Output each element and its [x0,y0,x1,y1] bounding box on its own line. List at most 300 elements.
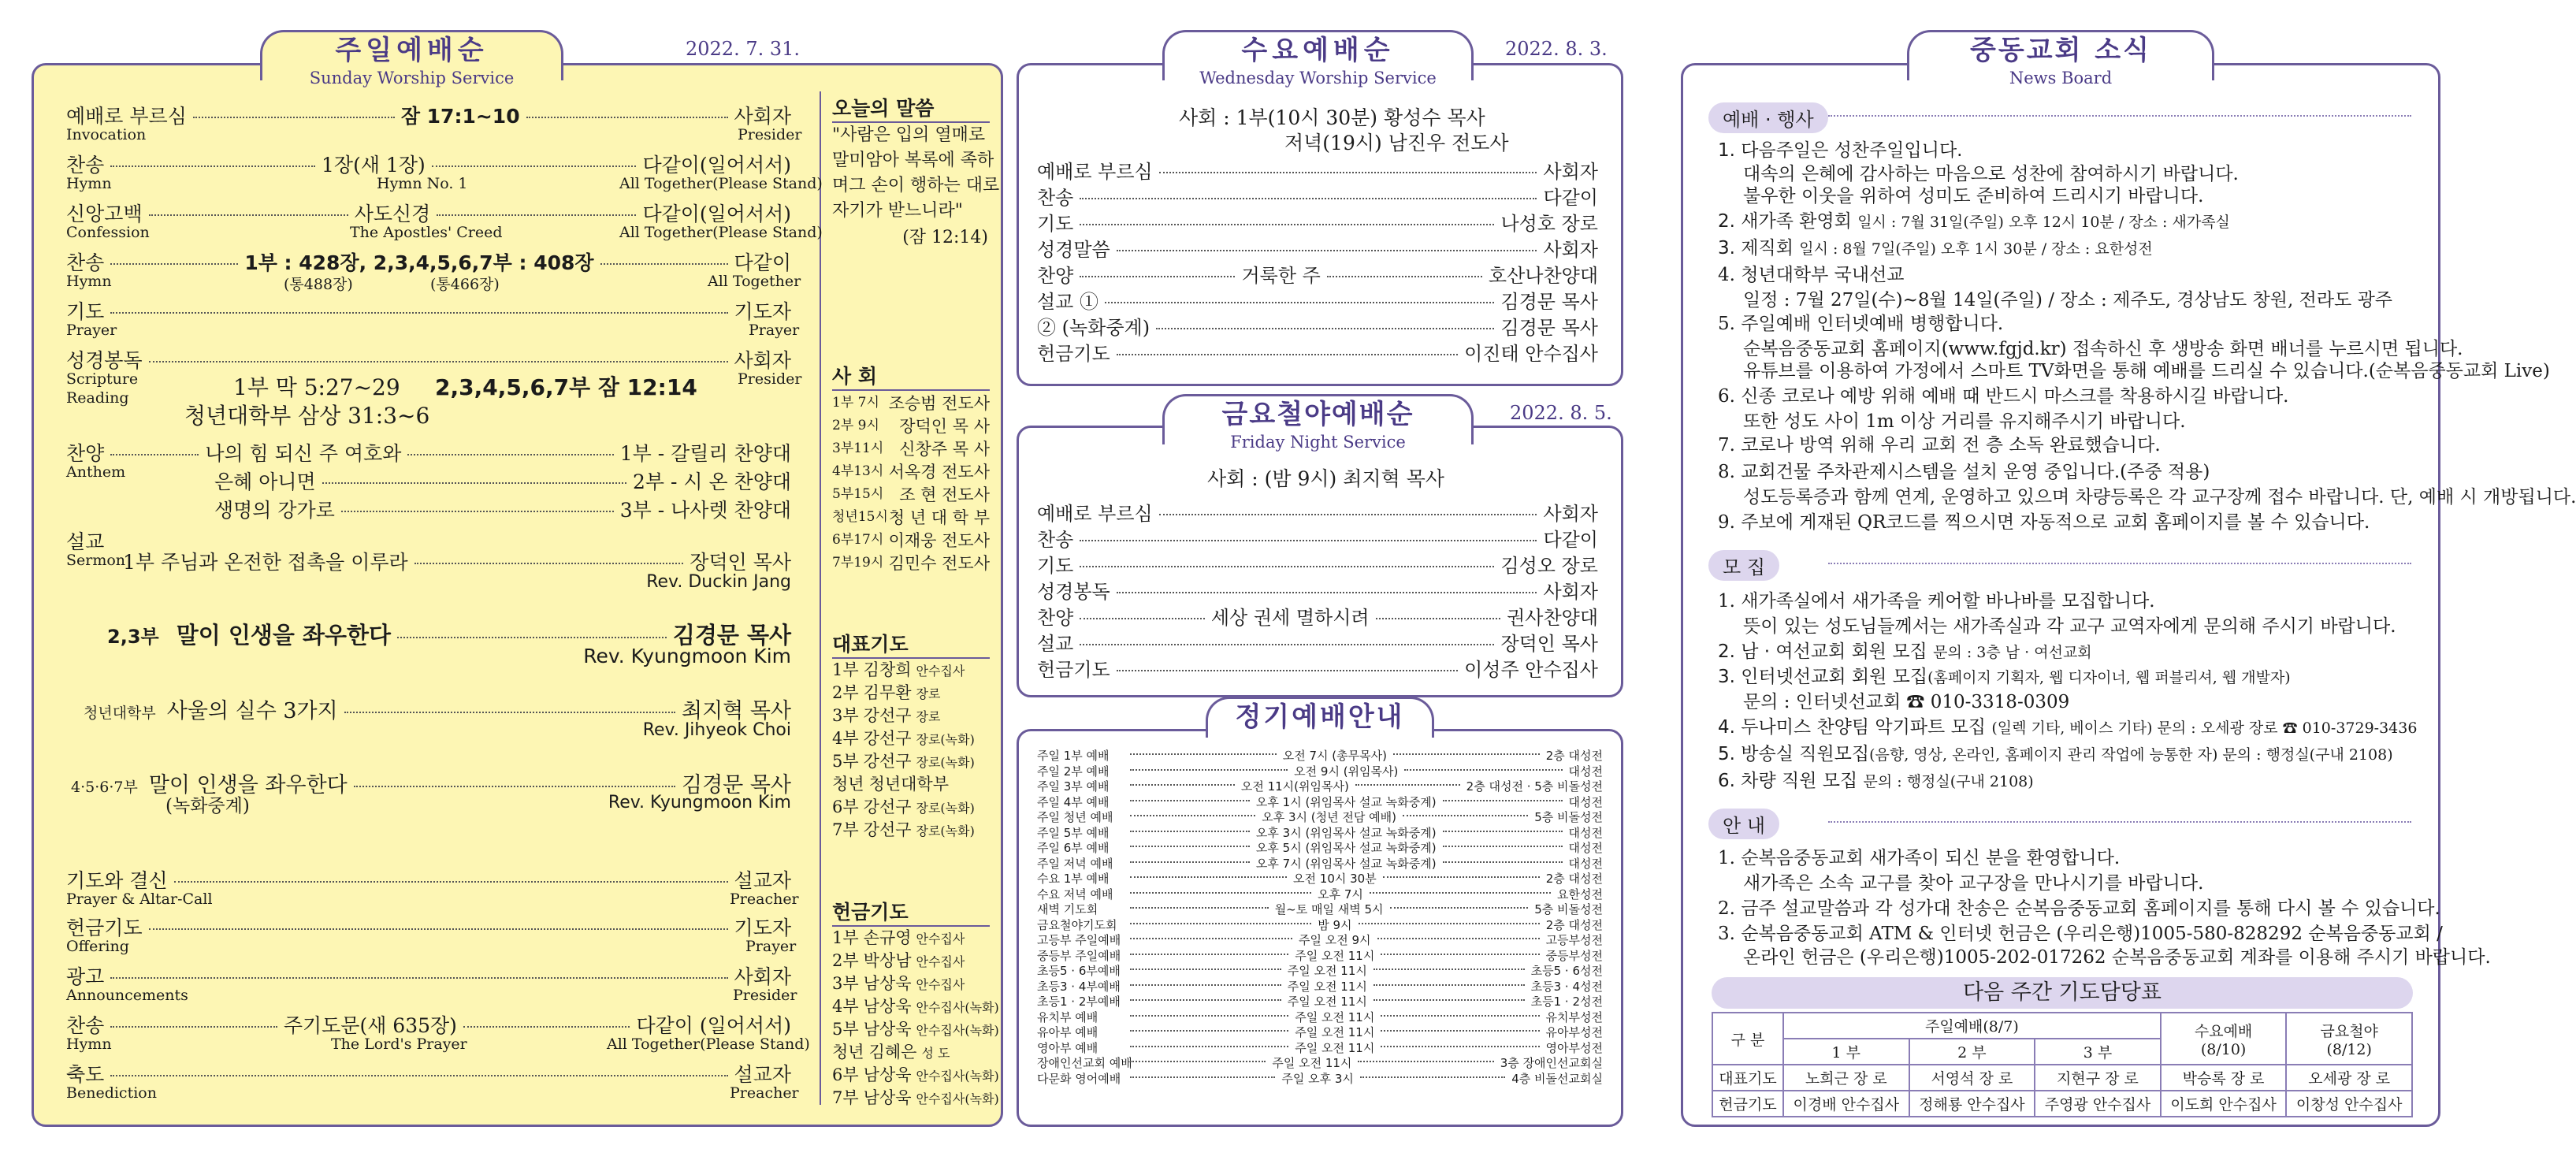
rep-row [832,703,940,727]
guide-name: 중등부 주일예배 [1037,948,1121,963]
off-name: 손규영 [863,928,912,947]
guide-place: 5층 비돌성전 [1534,902,1603,916]
order-offering [66,913,791,941]
host-name: 장덕인 목 사 [899,417,990,436]
sunday-title: 주일예배순 [335,35,489,66]
off-role: 안수집사(녹화) [916,1069,999,1084]
sub: Offering [66,938,129,955]
dots [149,361,728,362]
dots [1130,1030,1288,1032]
rep-name: 강선구 [863,752,912,771]
dots [397,637,667,638]
dots [1130,938,1292,939]
guide-row [1037,809,1603,825]
label: 기도 [1037,213,1074,235]
host-row [832,551,990,574]
cell: 노희근 장 로 [1783,1065,1909,1091]
dots [149,214,348,216]
label: 축도 [66,1063,105,1086]
detail: 일시 : 8월 7일(주일) 오후 1시 30분 / 장소 : 요한성전 [1799,240,2153,258]
friday-tab [1162,394,1474,452]
label: 찬양 [66,442,105,465]
label: 예배로 부르심 [1037,503,1153,525]
guide-row [1037,855,1603,872]
guide-place: 대성전 [1568,856,1603,871]
sub: The Lord's Prayer [331,1035,467,1053]
label: 신앙고백 [66,203,143,225]
label: 설교 [1037,633,1074,655]
dots [1381,1015,1539,1017]
guide-time: 오후 1시 (위임목사 설교 녹화중계) [1255,794,1437,809]
host-part: 4부13시 [832,463,884,479]
sub: Invocation [66,126,147,143]
guide-name: 장애인선교회 예배 [1037,1056,1132,1070]
guide-time: 오전 10시 30분 [1293,872,1377,886]
right: 기도자 [734,916,791,939]
value: 거룩한 주 [1241,265,1321,287]
label: 찬양 [1037,607,1074,629]
host-part: 6부17시 [832,532,884,548]
host-name: 이재웅 전도사 [888,531,990,550]
prayer-table [1712,1012,2413,1117]
guide-place: 대성전 [1568,794,1603,809]
right: 사회자 [1543,161,1598,183]
rep-part: 청년 [832,775,864,794]
news-7: 7. 코로나 방역 위해 우리 교회 전 층 소독 완료했습니다. [1718,435,2161,455]
order-row [1037,654,1598,682]
host-row [832,414,990,437]
rep-role: 장로(녹화) [916,755,975,770]
friday-title: 금요철야예배순 [1221,399,1414,430]
rep-role: 장로(녹화) [916,801,975,816]
sub: Prayer [745,938,797,955]
guide-place: 초등3 · 4성전 [1530,979,1603,994]
right: 사회자 [734,105,791,128]
sub: Reading [66,389,129,407]
sermon-3-en: Rev. Jihyeok Choi [642,720,791,740]
dots [174,881,728,883]
rep-row [832,817,975,841]
right: 김경문 목사 [682,773,791,798]
right: 설교자 [734,869,791,892]
friday-presider: 사회 : (밤 9시) 최지혁 목사 [1207,467,1444,490]
main: 2. 남 · 여선교회 회원 모집 [1718,641,1927,662]
dots [1080,540,1537,541]
guide-row [1037,1009,1603,1025]
main: 6. 차량 직원 모집 [1718,771,1858,791]
guide-place: 2층 대성전 [1545,917,1604,932]
right: 김성오 장로 [1500,555,1598,577]
dots [1327,276,1482,277]
rep-row [832,749,975,772]
right: 사회자 [734,349,791,372]
main: 5. 방송실 직원모집 [1718,744,1870,764]
dots [110,1075,727,1076]
dots [1105,302,1494,303]
wednesday-title: 수요예배순 [1241,35,1395,66]
host-row [832,391,990,415]
guide-name: 주일 3부 예배 [1037,779,1110,794]
word-title: 오늘의 말씀 [832,93,990,123]
guide-place: 초등1 · 2성전 [1530,995,1603,1009]
dots [1404,769,1562,771]
news-1b: 불우한 이웃을 위하여 성미도 준비하여 드리시기 바랍니다. [1743,186,2204,206]
guide-place: 유아부성전 [1545,1025,1603,1039]
host-row [832,437,990,460]
order-hymn3 [66,1010,791,1039]
recruit-5 [1718,739,2393,765]
sermon-1-en: Rev. Duckin Jang [646,572,791,592]
scripture-2: 2,3,4,5,6,7부 잠 12:14 [435,374,697,400]
dots [110,977,727,979]
off-name: 남상욱 [863,997,912,1016]
detail: 문의 : 행정실(구내 2108) [1863,773,2034,790]
guide-name: 초등5 · 6부예배 [1037,964,1121,978]
recruit-6 [1718,766,2034,792]
label: 기도와 결신 [66,869,168,892]
dots [1383,876,1540,878]
part: 청년대학부 [84,705,156,722]
guide-place: 5층 비돌성전 [1534,810,1603,824]
main: 4. 두나미스 찬양팀 악기파트 모집 [1718,717,1987,738]
recruit-1a: 뜻이 있는 성도님들께서는 새가족실과 각 교구 교역자에게 문의해 주시기 바랍니다. [1743,616,2396,637]
host-row [832,482,990,506]
sub: All Together(Please Stand) [619,224,823,241]
guide-time: 오후 3시 (위임목사 설교 녹화중계) [1255,825,1437,840]
dots [1373,969,1525,970]
sub: Sermon [66,552,126,569]
dots [193,117,395,118]
cell: 이도희 안수집사 [2161,1091,2287,1117]
divider [1828,115,2411,117]
anthem-2 [214,467,791,495]
host-name: 조승범 전도사 [888,394,990,413]
sub: Announcements [66,987,188,1004]
rep-part: 5부 [832,752,859,771]
news-6a: 또한 성도 사이 1m 이상 거리를 유지해주시기 바랍니다. [1743,411,2186,432]
off-role: 안수집사 [916,954,965,969]
detail: 문의 : 3층 남 · 여선교회 [1933,644,2092,661]
order-hymn2 [66,247,791,276]
news-6: 6. 신종 코로나 예방 위해 예배 때 반드시 마스크를 착용하시길 바랍니다. [1718,386,2289,407]
order-row [1037,576,1598,604]
off-part: 7부 [832,1088,859,1107]
right: 권사찬양대 [1507,607,1598,629]
guide-name: 새벽 기도회 [1037,902,1098,916]
word-line: "사람은 입의 열매로 [832,125,986,145]
recruit-4 [1718,712,2417,738]
dots [1377,938,1540,939]
dots [1130,846,1250,847]
dots [1381,1046,1539,1047]
host-part: 청년15시 [832,509,888,525]
order-row [1037,628,1598,656]
wed-date: (8/10) [2200,1040,2247,1058]
sunday-tab [260,30,563,87]
label: 헌금기도 [66,916,143,939]
off-part: 1부 [832,928,859,947]
rep-role: 장로 [916,686,941,701]
dots [1355,784,1460,786]
rep-role: 안수집사 [916,664,965,679]
value: 잠 17:1~10 [400,105,520,128]
sub: Benediction [66,1084,157,1102]
dots [1390,907,1529,909]
divider [1828,821,2411,823]
right: 다같이 [1543,187,1598,209]
cell: 오세광 장 로 [2286,1065,2412,1091]
sermon-2-en: Rev. Kyungmoon Kim [583,645,791,667]
cell: 정해룡 안수집사 [1909,1091,2035,1117]
guide-row [1037,1039,1603,1056]
right: 최지혁 목사 [682,699,791,723]
offering-title: 헌금기도 [832,897,990,927]
guide-time: 주일 오전 11시 [1295,948,1375,963]
host-name: 김민수 전도사 [888,554,990,573]
guide-name: 수요 저녁 예배 [1037,887,1113,902]
dots [1130,876,1287,878]
dots [1130,892,1311,894]
news-1a: 대속의 은혜에 감사하는 마음으로 성찬에 참여하시기 바랍니다. [1743,164,2239,184]
guide-time: 오후 7시 [1318,887,1363,902]
order-invocation [66,101,791,129]
right: 다같이(일어서서) [642,203,791,225]
label: 기도 [66,300,105,323]
recruit-1: 1. 새가족실에서 새가족을 케어할 바나바를 모집합니다. [1718,591,2155,612]
guide-name: 유아부 예배 [1037,1025,1098,1039]
dots [1130,1061,1266,1062]
label: 기도 [1037,555,1074,577]
off-role: 안수집사(녹화) [916,1000,999,1015]
detail: 일시 : 7월 31일(주일) 오후 12시 10분 / 장소 : 새가족실 [1857,214,2230,231]
guide-name: 초등3 · 4부예배 [1037,979,1121,994]
guide-place: 2층 대성전 [1545,872,1604,886]
guide-3: 3. 순복음중동교회 ATM & 인터넷 헌금은 (우리은행)1005-580-828292 순복음중동교회 / [1718,924,2443,944]
news-subtitle: News Board [2009,69,2113,87]
col-3: 3 부 [2035,1039,2161,1065]
label: ② (녹화중계) [1037,317,1150,339]
dots [322,482,626,484]
guide-time: 주일 오전 11시 [1295,1009,1375,1024]
off-part: 5부 [832,1020,859,1039]
recruit-3a: 문의 : 인터넷선교회 ☎ 010-3318-0309 [1743,692,2070,712]
host-part: 7부19시 [832,555,884,571]
friday-subtitle: Friday Night Service [1230,433,1406,452]
rep-role: 장로 [916,709,941,724]
guide-name: 금요철야기도회 [1037,917,1117,932]
rep-row [832,771,953,795]
dots [1080,198,1537,199]
dots [1443,861,1563,863]
guide-place: 요한성전 [1557,887,1604,902]
main: 2. 새가족 환영회 [1718,211,1852,232]
offering-row [832,925,965,949]
rep-row [832,657,965,681]
recruit-2 [1718,637,2092,663]
guide-time: 주일 오전 11시 [1295,1025,1375,1039]
right: 3부 - 나사렛 찬양대 [619,499,791,522]
rep-name: 김창희 [863,660,912,679]
dots [1130,815,1255,816]
label: 찬양 [1037,265,1074,287]
offering-row [832,948,965,972]
wednesday-tab [1162,30,1474,87]
dots [437,214,636,216]
offering-row [832,994,999,1017]
guide-time: 오후 7시 (위임목사 설교 녹화중계) [1255,856,1437,871]
rep-role: 장로(녹화) [916,732,975,747]
news-3 [1718,233,2153,259]
dots [110,454,199,455]
cell: 서영석 장 로 [1909,1065,2035,1091]
value: 사울의 실수 3가지 [166,699,338,723]
friday-date: 2022. 8. 5. [1510,402,1612,424]
rep-part: 2부 [832,683,859,702]
off-name: 남상욱 [863,974,912,993]
section-events: 예배 · 행사 [1708,102,1828,133]
sun-head: 주일예배(8/7) [1783,1013,2161,1039]
guide-time: 오전 9시 (위임목사) [1294,764,1399,779]
sub: Prayer & Altar-Call [66,890,213,908]
rep-row [832,726,975,749]
right: 김경문 목사 [1500,317,1598,339]
news-9: 9. 주보에 게재된 QR코드를 찍으시면 자동적으로 교회 홈페이지를 볼 수 있습니다. [1718,512,2370,533]
off-name: 김혜은 [868,1043,917,1061]
divider [1828,563,2411,564]
order-row [1037,602,1598,630]
dots [1130,753,1277,755]
guide-place: 영아부성전 [1545,1040,1603,1055]
section-guide: 안 내 [1708,809,1779,839]
off-role: 성 도 [921,1046,950,1061]
guide-place: 중등부성전 [1545,948,1603,963]
offering-row [832,1085,999,1109]
guide-name: 주일 1부 예배 [1037,749,1110,763]
guide-place: 3층 장애인선교회실 [1500,1056,1603,1070]
host-title: 사 회 [832,361,990,391]
rep-name: 강선구 [863,729,912,748]
main: 3. 제직회 [1718,238,1794,258]
off-part: 3부 [832,974,859,993]
guide-row [1037,993,1603,1009]
wed-label: 수요예배 [2194,1022,2253,1040]
dots [1381,954,1539,955]
guide-place: 대성전 [1568,825,1603,840]
news-2 [1718,206,2230,232]
sermon-4-note: (녹화중계) [165,796,250,816]
rep-name: 청년대학부 [868,775,950,794]
sub: Confession [66,224,150,241]
right: 이진태 안수집사 [1464,343,1598,365]
offering-row [832,971,965,995]
right: 호산나찬양대 [1488,265,1599,287]
detail: (홈페이지 기획자, 웹 디자이너, 웹 퍼블리셔, 웹 개발자) [1927,669,2291,686]
dots [1403,815,1528,816]
guide-time: 주일 오후 3시 [1281,1071,1354,1086]
host-part: 2부 9시 [832,418,879,433]
sub: Presider [733,987,797,1004]
value: 말이 인생을 좌우한다 [176,622,392,649]
sub: Hymn [66,175,112,192]
sub: Preacher [730,890,799,908]
fri-label: 금요철야 [2320,1022,2378,1040]
dots [1373,984,1525,986]
dots [1130,923,1311,924]
guide-place: 대성전 [1568,841,1603,855]
dots [110,263,238,265]
dots [432,165,637,167]
off-name: 박상남 [863,951,912,970]
news-5a: 순복음중동교회 홈페이지(www.fgjd.kr) 접속하신 후 생방송 화면 배너를 누르시면 됩니다. [1743,339,2463,359]
section-recruit: 모 집 [1708,550,1779,581]
wed-head [2161,1013,2287,1065]
sunday-divider [820,91,821,1105]
dots [1080,566,1494,567]
order-row [1037,550,1598,578]
table-row [1712,1091,2412,1117]
order-row [1037,286,1598,314]
off-name: 남상욱 [863,1020,912,1039]
rep-name: 강선구 [863,798,912,816]
dots [341,511,614,512]
guide-3a: 온라인 헌금은 (우리은행)1005-202-017262 순복음중동교회 계좌를 이용해 주시기 바랍니다. [1743,947,2491,968]
dots [1117,592,1537,593]
sub: Prayer [749,322,800,339]
value: 1부 주님과 온전한 접촉을 이루라 [123,551,408,574]
dots [110,312,727,314]
dots [1370,892,1551,894]
rep-part: 4부 [832,729,859,748]
dots [1373,999,1525,1001]
sub: Hymn [66,1035,112,1053]
dots [1130,861,1250,863]
cell: 주영광 안수집사 [2035,1091,2161,1117]
sub: Hymn [66,273,112,290]
order-hymn1 [66,150,791,178]
right: 나성호 장로 [1500,213,1598,235]
value: 생명의 강가로 [214,499,335,522]
sunday-date: 2022. 7. 31. [686,38,801,60]
word-line: 며그 손이 행하는 대로 [832,176,1000,195]
offering-row [832,1017,999,1040]
guide-place: 2층 대성전 · 5층 비돌성전 [1466,779,1603,794]
news-tab [1907,30,2214,87]
guide-name: 고등부 주일예배 [1037,933,1121,947]
right: 다같이 (일어서서) [636,1014,791,1037]
host-name: 신창주 목 사 [899,440,990,459]
prayer-table-title: 다음 주간 기도담당표 [1712,977,2413,1009]
right: 이성주 안수집사 [1464,659,1598,681]
dots [1381,1030,1539,1032]
guide-row [1037,794,1603,810]
guide-2: 2. 금주 설교말씀과 각 성가대 찬송은 순복음중동교회 홈페이지를 통해 다시 볼 수 있습니다. [1718,898,2440,919]
order-anthem [66,438,791,467]
dots [1080,618,1204,619]
label: 예배로 부르심 [66,105,187,128]
rep-role: 장로(녹화) [916,824,975,838]
guide-time: 주일 오전 11시 [1295,1040,1375,1055]
dots [463,1026,630,1028]
guide-name: 유치부 예배 [1037,1009,1098,1024]
detail: (음향, 영상, 온라인, 홈페이지 관리 작업에 능통한 자) 문의 : 행정실(구내 2108) [1869,746,2393,764]
dots [344,712,675,713]
dots [1360,1076,1505,1078]
label: 찬송 [66,154,105,177]
host-part: 3부11시 [832,441,884,456]
guide-row [1037,962,1603,979]
sub: (통488장) [284,276,353,293]
host-part: 5부15시 [832,486,884,502]
